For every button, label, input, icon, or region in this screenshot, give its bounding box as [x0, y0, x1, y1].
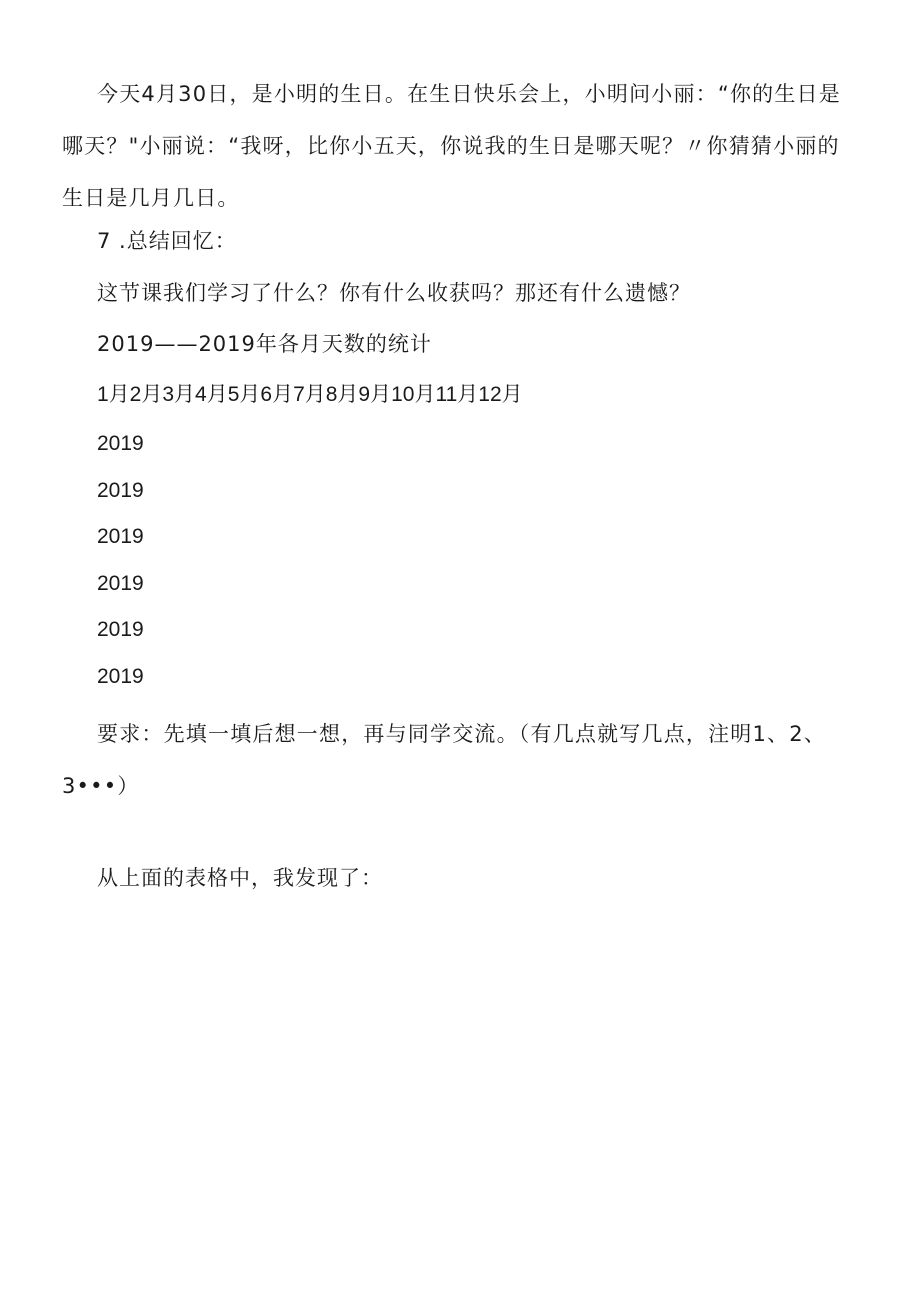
table-row-year: 2019	[97, 618, 144, 641]
requirement-paragraph: 要求：先填一填后想一想，再与同学交流。（有几点就写几点，注明1、2、3•••）	[62, 722, 827, 798]
story-paragraph: 今天4月30日，是小明的生日。在生日快乐会上，小明问小丽：“你的生日是哪天？"小丽说：“我呀，比你小五天，你说我的生日是哪天呢？〃你猜猜小丽的生日是几月几日。	[62, 82, 841, 210]
table-title: 2019——2019年各月天数的统计	[97, 332, 432, 356]
table-header-months: 1月2月3月4月5月6月7月8月9月10月11月12月	[97, 383, 523, 406]
table-row-year: 2019	[97, 479, 144, 502]
section-7-heading: 7 .总结回忆：	[97, 229, 237, 253]
table-row-year: 2019	[97, 525, 144, 548]
table-row-year: 2019	[97, 432, 144, 455]
table-row-year: 2019	[97, 665, 144, 688]
finding-prompt: 从上面的表格中，我发现了：	[97, 866, 383, 890]
reflection-questions: 这节课我们学习了什么？你有什么收获吗？那还有什么遗憾？	[97, 281, 691, 305]
table-row-year: 2019	[97, 572, 144, 595]
